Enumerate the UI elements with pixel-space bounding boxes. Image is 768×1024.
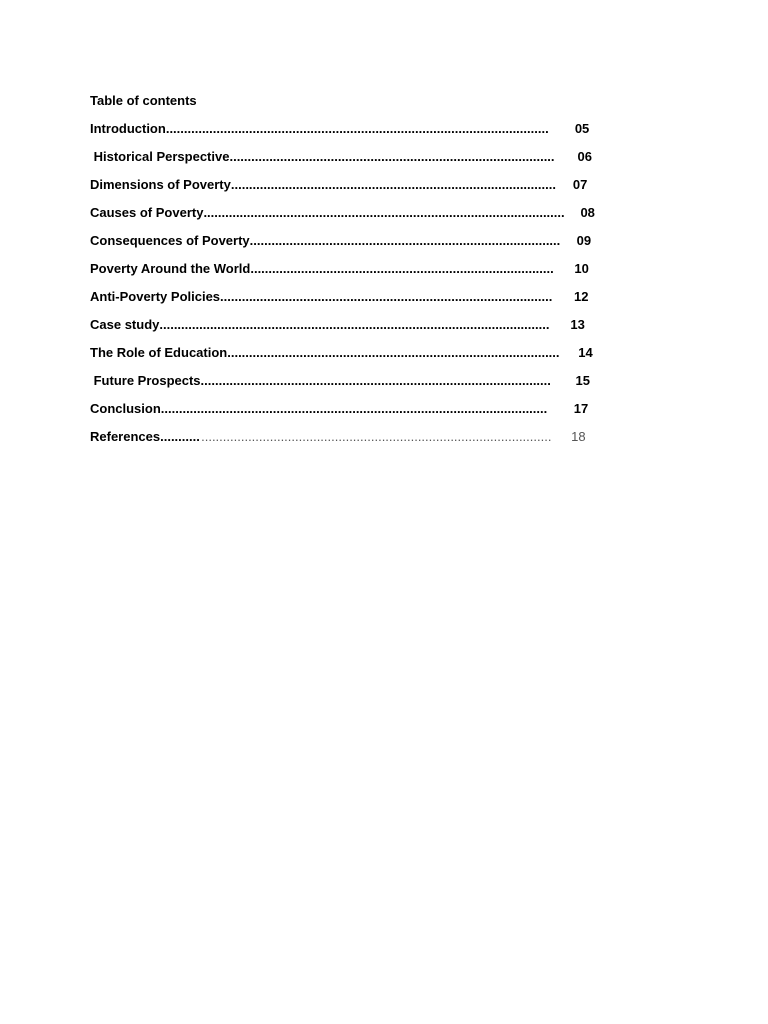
toc-entry-page: 14 [578,345,593,360]
toc-entry-conclusion [90,400,610,428]
toc-entry-label: Case study [90,317,160,332]
toc-entry-page: 05 [574,121,590,136]
toc-entry-anti-poverty-policies [90,288,610,316]
toc-entry-page: 10 [574,261,589,276]
toc-entry-label: Anti-Poverty Policies [90,289,221,304]
toc-entry-leader: .................................................................................................... [203,205,565,220]
toc-entry-the-role-of-education [90,344,610,372]
toc-entry-label: The Role of Education [90,345,228,360]
toc-entry-label: Causes of Poverty [90,205,204,220]
toc-entry-consequences-of-poverty [90,232,610,260]
toc-entry-leader: .................................................................................... [250,261,554,276]
toc-entry-label: References [90,429,161,444]
toc-entry-leader: ...................................................................................... [249,233,561,248]
toc-entry-leader: ............................................................................................................ [159,317,550,332]
toc-entry-page: 15 [575,373,590,388]
toc-entry-page: 13 [570,317,585,332]
toc-entry-page: 07 [572,177,588,192]
toc-entry-leader: ............................................................................................ [227,345,560,360]
toc-entry-label: Historical Perspective [90,149,230,164]
toc-entry-leader: ........... [160,429,200,444]
toc-entry-label: Consequences of Poverty [90,233,250,248]
toc-entry-page: 08 [580,205,595,220]
toc-entry-page: 06 [577,149,592,164]
toc-entry-page: 12 [574,289,589,304]
toc-title: Table of contents [90,93,197,108]
toc-entry-leader: .......................................................................................... [229,149,555,164]
toc-entry-leader: ............................................................................................ [220,289,553,304]
toc-entry-causes-of-poverty [90,204,610,232]
toc-entry-leader: ................................................................................................. [200,373,551,388]
toc-entry-leader: .......................................................................................................... [165,121,549,136]
toc-entry-label: Introduction [90,121,166,136]
table-of-contents [90,92,610,456]
toc-entry-label: Conclusion [90,401,161,416]
toc-entry-label: Poverty Around the World [90,261,251,276]
toc-entry-leader-plain: ................................................................................................. [201,429,552,444]
toc-entry-label: Dimensions of Poverty [90,177,231,192]
toc-list [90,120,610,456]
toc-entry-page: 18 [571,429,586,444]
toc-entry-page: 09 [576,233,592,248]
toc-entry-label: Future Prospects [90,373,201,388]
toc-entry-case-study [90,316,610,344]
toc-entry-references [90,428,610,456]
toc-entry-page: 17 [573,401,589,416]
toc-entry-dimensions-of-poverty [90,176,610,204]
toc-entry-poverty-around-the-world [90,260,610,288]
toc-entry-introduction [90,120,610,148]
toc-entry-historical-perspective [90,148,610,176]
toc-entry-leader: ........................................................................................................... [160,401,548,416]
toc-entry-future-prospects [90,372,610,400]
toc-entry-leader: .......................................................................................... [230,177,556,192]
